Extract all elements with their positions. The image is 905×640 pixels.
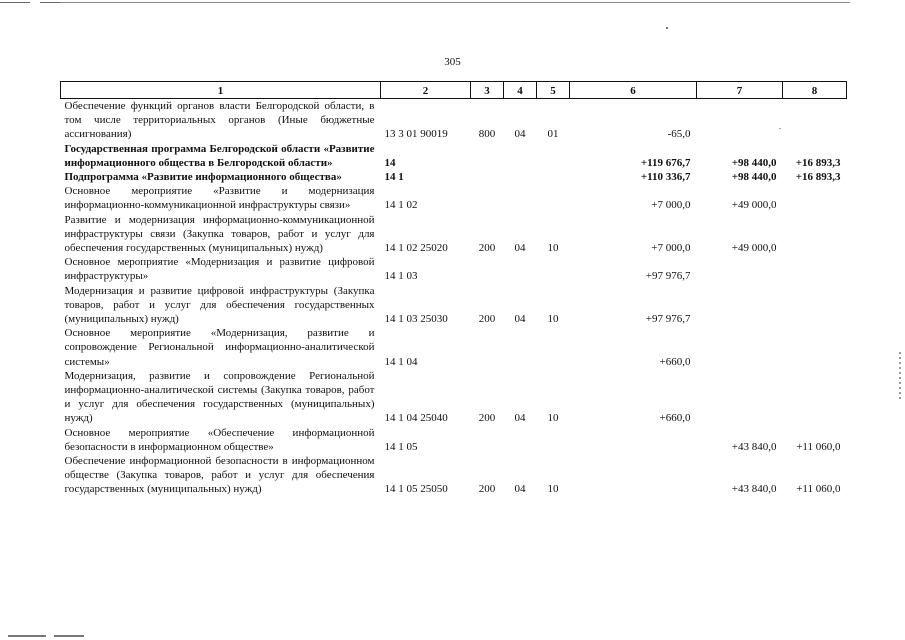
- row-code: 14 1 02: [384, 199, 418, 212]
- row-name: Основное мероприятие «Модернизация, развитие и сопровождение Региональной информационно-аналитической системы»: [64, 327, 375, 368]
- row-code: 14 1 04 25040: [384, 412, 448, 425]
- row-name: Модернизация и развитие цифровой инфраструктуры (Закупка товаров, работ и услуг для обеспечения государственных (муниципальных) нужд): [64, 284, 375, 326]
- row-amount-col8: [783, 326, 847, 369]
- row-section: 04: [514, 483, 526, 496]
- row-expense-type: [471, 255, 504, 283]
- row-amount-col8: [783, 99, 847, 142]
- table-row: [61, 426, 847, 454]
- row-amount-col7: [697, 326, 783, 369]
- row-amount-col6: +7 000,0: [651, 199, 691, 212]
- row-amount-col6: +660,0: [659, 412, 691, 425]
- row-name: Обеспечение информационной безопасности в информационном обществе (Закупка товаров, работ и услуг для обеспечения государственных (муниципальных) нужд): [64, 455, 375, 496]
- row-section: 04: [514, 128, 526, 141]
- row-subsection: [537, 170, 570, 184]
- page-number: 305: [444, 56, 461, 68]
- header-cell: 2: [381, 82, 471, 99]
- row-amount-col8: +16 893,3: [795, 156, 841, 169]
- row-amount-col8: +16 893,3: [795, 171, 841, 184]
- row-subsection: [537, 142, 570, 170]
- row-section: [504, 426, 537, 454]
- row-name: Развитие и модернизация информационно-коммуникационной инфраструктуры связи (Закупка товаров, работ и услуг для обеспечения государственных (муниципальных) нужд): [64, 213, 375, 255]
- row-amount-col7: +98 440,0: [731, 156, 777, 169]
- row-expense-type: 800: [478, 128, 496, 141]
- table-row: [61, 99, 847, 142]
- row-expense-type: [471, 326, 504, 369]
- row-code: 14 1 04: [384, 355, 418, 368]
- row-code: 13 3 01 90019: [384, 128, 448, 141]
- row-amount-col7: [697, 284, 783, 327]
- row-amount-col7: [697, 99, 783, 142]
- header-cell: 1: [61, 82, 381, 99]
- row-name: Подпрограмма «Развитие информационного общества»: [64, 171, 342, 184]
- row-amount-col8: [783, 184, 847, 212]
- row-amount-col7: +49 000,0: [731, 242, 777, 255]
- row-amount-col8: +11 060,0: [796, 440, 841, 453]
- row-section: 04: [514, 313, 526, 326]
- table-row: [61, 454, 847, 497]
- row-expense-type: [471, 184, 504, 212]
- row-code: 14 1 05: [384, 440, 418, 453]
- row-amount-col7: [697, 255, 783, 283]
- row-amount-col6: +7 000,0: [651, 242, 691, 255]
- table-row: [61, 326, 847, 369]
- row-amount-col6: +97 976,7: [645, 313, 691, 326]
- row-amount-col7: +49 000,0: [731, 199, 777, 212]
- row-expense-type: [471, 170, 504, 184]
- row-subsection: [537, 326, 570, 369]
- row-amount-col6: -65,0: [667, 128, 691, 141]
- row-subsection: [537, 255, 570, 283]
- header-cell: 8: [783, 82, 847, 99]
- bottom-edge-mark: [8, 635, 46, 637]
- row-section: [504, 184, 537, 212]
- row-amount-col6: [570, 454, 697, 497]
- table-row: [61, 184, 847, 212]
- header-cell: 4: [504, 82, 537, 99]
- row-expense-type: 200: [478, 412, 496, 425]
- row-amount-col7: +43 840,0: [731, 483, 777, 496]
- row-name: Основное мероприятие «Обеспечение информационной безопасности в информационном обществе»: [64, 426, 375, 453]
- table-row: [61, 284, 847, 327]
- row-amount-col6: +97 976,7: [645, 270, 691, 283]
- row-expense-type: [471, 142, 504, 170]
- row-subsection: 10: [547, 483, 559, 496]
- row-amount-col8: +11 060,0: [796, 483, 841, 496]
- row-name: Модернизация, развитие и сопровождение Региональной информационно-аналитической системы (Закупка товаров, работ и услуг для обеспечения государственных (муниципальных) нужд): [64, 369, 375, 425]
- scan-edge-marks: [899, 352, 901, 402]
- row-subsection: [537, 184, 570, 212]
- row-name: Обеспечение функций органов власти Белгородской области, в том числе территориальных органов (Иные бюджетные ассигнования): [64, 100, 375, 141]
- row-expense-type: [471, 426, 504, 454]
- row-code: 14 1: [384, 171, 404, 184]
- header-cell: 5: [537, 82, 570, 99]
- row-amount-col8: [783, 213, 847, 256]
- row-section: 04: [514, 242, 526, 255]
- row-subsection: 10: [547, 242, 559, 255]
- row-expense-type: 200: [478, 242, 496, 255]
- row-amount-col7: [697, 369, 783, 426]
- header-cell: 3: [471, 82, 504, 99]
- row-subsection: 01: [547, 128, 559, 141]
- row-code: 14 1 02 25020: [384, 242, 448, 255]
- top-rule: [60, 2, 850, 3]
- row-name: Основное мероприятие «Модернизация и развитие цифровой инфраструктуры»: [64, 256, 375, 283]
- row-subsection: 10: [547, 313, 559, 326]
- table-row: [61, 369, 847, 426]
- row-amount-col7: +43 840,0: [731, 440, 777, 453]
- table-row: [61, 170, 847, 184]
- row-amount-col6: +119 676,7: [640, 156, 691, 169]
- top-edge-mark: [0, 2, 30, 3]
- bottom-edge-mark: [54, 635, 84, 637]
- row-section: 04: [514, 412, 526, 425]
- row-expense-type: 200: [478, 313, 496, 326]
- row-amount-col8: [783, 284, 847, 327]
- header-cell: 6: [570, 82, 697, 99]
- row-expense-type: 200: [478, 483, 496, 496]
- header-cell: 7: [697, 82, 783, 99]
- row-amount-col7: +98 440,0: [731, 171, 777, 184]
- table-header-row: [61, 82, 847, 99]
- row-code: 14 1 03: [384, 270, 418, 283]
- row-amount-col6: +110 336,7: [640, 171, 691, 184]
- row-amount-col6: +660,0: [659, 355, 691, 368]
- row-code: 14 1 03 25030: [384, 313, 448, 326]
- row-subsection: [537, 426, 570, 454]
- table-row: [61, 213, 847, 256]
- row-amount-col6: [570, 426, 697, 454]
- row-section: [504, 170, 537, 184]
- budget-table: [60, 81, 847, 497]
- row-name: Основное мероприятие «Развитие и модернизация информационно-коммуникационной инфраструктуры связи»: [64, 185, 375, 212]
- row-section: [504, 326, 537, 369]
- table-row: [61, 142, 847, 170]
- row-code: 14: [384, 156, 396, 169]
- row-amount-col8: [783, 369, 847, 426]
- row-subsection: 10: [547, 412, 559, 425]
- row-section: [504, 255, 537, 283]
- row-section: [504, 142, 537, 170]
- row-amount-col8: [783, 255, 847, 283]
- speck: [666, 27, 668, 29]
- table-row: [61, 255, 847, 283]
- row-name: Государственная программа Белгородской области «Развитие информационного общества в Белгородской области»: [64, 142, 375, 169]
- row-code: 14 1 05 25050: [384, 483, 448, 496]
